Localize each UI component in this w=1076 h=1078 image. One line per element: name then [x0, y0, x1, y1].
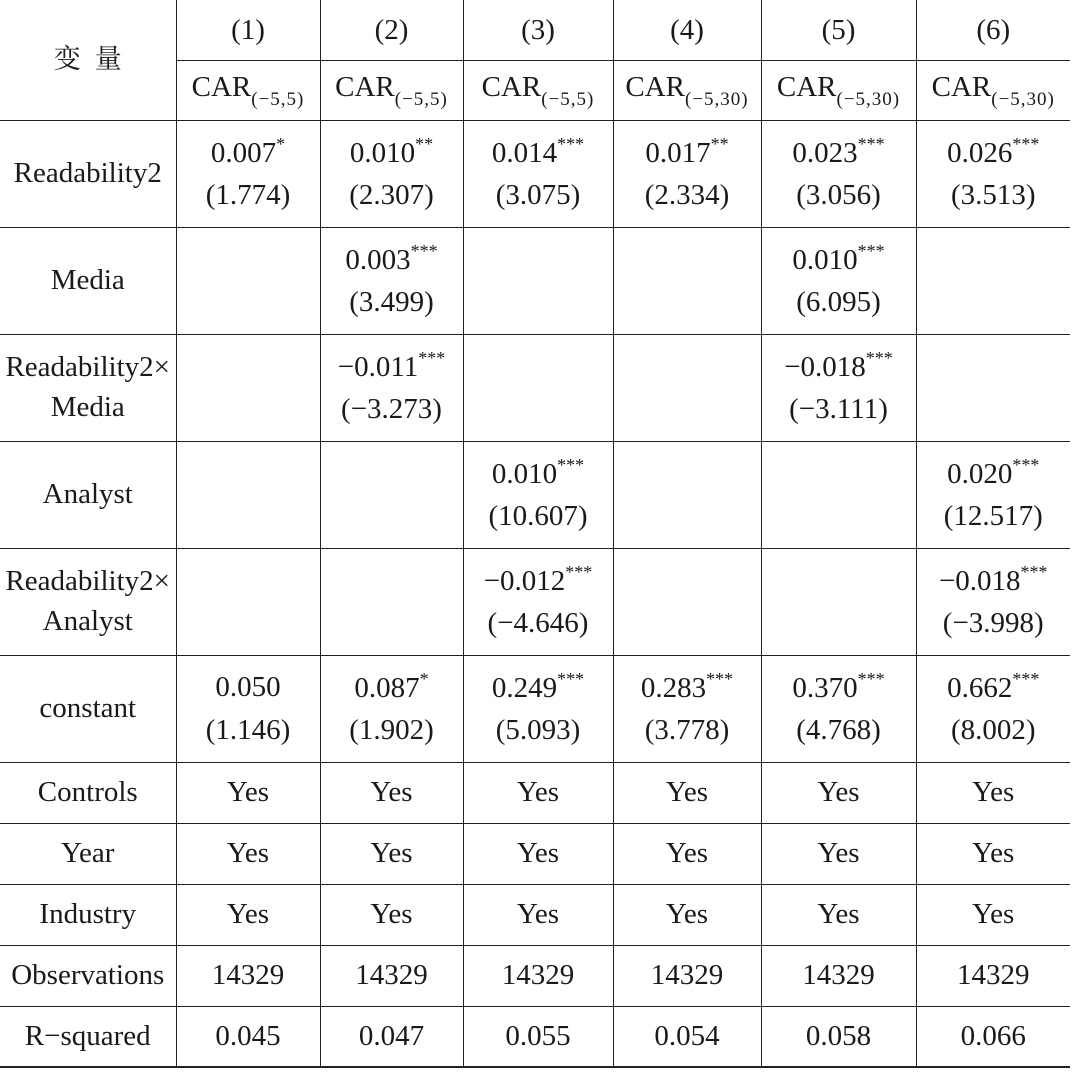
footer-cell: 0.058 [761, 1006, 916, 1067]
coefficient-cell [761, 334, 916, 441]
coefficient-value: 0.662 [947, 671, 1013, 704]
coefficient [177, 666, 320, 708]
coefficient-cell [761, 655, 916, 762]
coefficient [762, 666, 916, 709]
coefficient [464, 559, 613, 602]
coefficient [762, 131, 916, 174]
coefficient-cell [761, 227, 916, 334]
coefficient-row [0, 227, 1070, 334]
footer-row-label: R−squared [0, 1006, 176, 1067]
significance-stars: *** [557, 668, 585, 689]
footer-cell: Yes [463, 884, 613, 945]
row-label [0, 548, 176, 655]
row-label [0, 227, 176, 334]
coefficient [762, 238, 916, 281]
significance-stars: *** [1020, 561, 1048, 582]
footer-row-label: Year [0, 823, 176, 884]
footer-cell: 14329 [613, 945, 761, 1006]
coefficient [321, 238, 463, 281]
row-label-text: constant [39, 691, 137, 724]
coefficient-cell [320, 334, 463, 441]
significance-stars: *** [1012, 454, 1040, 475]
column-number-3 [463, 0, 613, 60]
coefficient [917, 559, 1071, 602]
footer-row-label: Observations [0, 945, 176, 1006]
dependent-variable-6 [916, 60, 1070, 120]
coefficient-cell [320, 655, 463, 762]
t-statistic: (3.075) [495, 179, 581, 211]
footer-cell: Yes [320, 884, 463, 945]
coefficient-value: 0.249 [491, 671, 558, 704]
footer-row [0, 945, 1070, 1006]
coefficient-cell [463, 655, 613, 762]
coefficient-cell [916, 548, 1070, 655]
footer-row [0, 762, 1070, 823]
t-statistic: (−3.998) [942, 607, 1044, 639]
t-statistic: (1.146) [205, 713, 291, 746]
coefficient [614, 131, 761, 174]
t-statistic: (−3.111) [789, 393, 888, 425]
footer-cell: Yes [463, 762, 613, 823]
coefficient-value: 0.017 [645, 136, 711, 169]
dependent-variable-name: CAR [776, 71, 837, 104]
footer-cell: Yes [761, 762, 916, 823]
significance-stars: *** [857, 240, 885, 261]
significance-stars: *** [857, 668, 885, 689]
footer-row [0, 823, 1070, 884]
footer-cell: Yes [613, 884, 761, 945]
row-label-text: Analyst [42, 604, 133, 637]
coefficient-row [0, 120, 1070, 227]
footer-cell: Yes [176, 884, 320, 945]
coefficient-row [0, 441, 1070, 548]
footer-cell: Yes [176, 762, 320, 823]
footer-cell: Yes [176, 823, 320, 884]
t-statistic: (6.095) [796, 286, 881, 318]
footer-cell: Yes [761, 823, 916, 884]
coefficient-cell [613, 120, 761, 227]
column-number-1 [176, 0, 320, 60]
event-window: (−5,5) [394, 89, 448, 111]
footer-cell: Yes [320, 762, 463, 823]
column-number-label: (2) [374, 13, 409, 46]
coefficient-value: −0.011 [337, 350, 419, 383]
event-window: (−5,30) [836, 89, 901, 111]
coefficient-cell [761, 120, 916, 227]
coefficient-value: −0.018 [938, 564, 1021, 597]
footer-cell: Yes [916, 823, 1070, 884]
footer-cell: Yes [916, 884, 1070, 945]
coefficient-cell [176, 334, 320, 441]
coefficient-value: −0.012 [483, 564, 566, 597]
footer-row-label: Controls [0, 762, 176, 823]
footer-cell: Yes [761, 884, 916, 945]
coefficient [321, 666, 463, 709]
coefficient-row [0, 655, 1070, 762]
column-number-5 [761, 0, 916, 60]
coefficient-cell [463, 120, 613, 227]
column-number-2 [320, 0, 463, 60]
coefficient-value: 0.370 [792, 671, 858, 704]
coefficient-cell [463, 227, 613, 334]
dependent-variable-2 [320, 60, 463, 120]
footer-cell: 0.055 [463, 1006, 613, 1067]
coefficient-value: 0.050 [215, 671, 281, 704]
footer-cell: Yes [916, 762, 1070, 823]
dependent-variable-4 [613, 60, 761, 120]
footer-row [0, 884, 1070, 945]
row-label-text: Readability2× [5, 351, 171, 384]
t-statistic: (3.056) [796, 179, 881, 211]
coefficient-value: 0.014 [491, 136, 558, 169]
dependent-variable-1 [176, 60, 320, 120]
coefficient-value: 0.283 [640, 671, 707, 704]
t-statistic: (3.499) [349, 286, 434, 318]
event-window: (−5,5) [541, 89, 595, 111]
footer-cell: 0.054 [613, 1006, 761, 1067]
significance-stars: *** [418, 347, 446, 368]
coefficient-cell [176, 441, 320, 548]
coefficient-value: −0.018 [784, 350, 866, 383]
coefficient-cell [463, 441, 613, 548]
coefficient-value: 0.020 [947, 457, 1013, 490]
coefficient-value: 0.087 [354, 671, 420, 704]
footer-cell: 14329 [320, 945, 463, 1006]
header-row-numbers [0, 0, 1070, 60]
footer-cell: 14329 [916, 945, 1070, 1006]
row-label-text: Analyst [42, 477, 133, 510]
t-statistic: (10.607) [488, 500, 588, 532]
coefficient-cell [320, 548, 463, 655]
significance-stars: *** [410, 240, 438, 261]
coefficient [762, 345, 916, 388]
significance-stars: *** [706, 668, 734, 689]
row-label-text: Readability2 [13, 156, 162, 189]
coefficient-cell [320, 120, 463, 227]
t-statistic: (2.307) [349, 179, 434, 211]
t-statistic: (12.517) [943, 500, 1043, 532]
event-window: (−5,30) [685, 89, 749, 111]
footer-row-label: Industry [0, 884, 176, 945]
column-number-6 [916, 0, 1070, 60]
footer-cell: Yes [463, 823, 613, 884]
t-statistic: (−3.273) [341, 393, 442, 425]
dependent-variable-5 [761, 60, 916, 120]
footer-cell: 14329 [176, 945, 320, 1006]
coefficient-value: 0.010 [349, 136, 416, 169]
footer-cell: 14329 [761, 945, 916, 1006]
event-window: (−5,5) [251, 89, 305, 111]
coefficient-cell [916, 120, 1070, 227]
significance-stars: *** [565, 561, 593, 582]
row-label [0, 441, 176, 548]
coefficient-cell [761, 441, 916, 548]
row-label [0, 334, 176, 441]
footer-cell: 0.066 [916, 1006, 1070, 1067]
significance-stars: * [276, 133, 286, 154]
t-statistic: (5.093) [495, 714, 581, 746]
coefficient-cell [176, 120, 320, 227]
dependent-variable-name: CAR [931, 71, 992, 104]
significance-stars: *** [865, 347, 893, 368]
coefficient-cell [613, 548, 761, 655]
row-label-text: Media [50, 263, 125, 296]
footer-cell: Yes [613, 823, 761, 884]
coefficient-value: 0.023 [792, 136, 858, 169]
coefficient-cell [463, 334, 613, 441]
t-statistic: (1.902) [349, 714, 434, 746]
t-statistic: (−4.646) [487, 607, 589, 639]
coefficient-cell [320, 441, 463, 548]
coefficient-value: 0.026 [947, 136, 1013, 169]
footer-cell: 14329 [463, 945, 613, 1006]
dependent-variable-name: CAR [625, 71, 685, 104]
coefficient [917, 666, 1071, 709]
row-label [0, 655, 176, 762]
column-number-label: (4) [670, 13, 704, 46]
coefficient-cell [176, 548, 320, 655]
t-statistic: (3.778) [644, 714, 730, 746]
coefficient [464, 452, 613, 495]
significance-stars: ** [710, 133, 729, 154]
coefficient-cell [613, 655, 761, 762]
coefficient-row [0, 334, 1070, 441]
significance-stars: *** [1012, 133, 1040, 154]
significance-stars: *** [557, 454, 585, 475]
significance-stars: *** [1012, 668, 1040, 689]
row-label-text: Readability2× [5, 565, 171, 598]
coefficient-value: 0.003 [345, 243, 411, 276]
column-number-label: (5) [821, 13, 856, 46]
footer-row [0, 1006, 1070, 1067]
coefficient-value: 0.010 [792, 243, 858, 276]
coefficient-cell [613, 441, 761, 548]
coefficient-cell [320, 227, 463, 334]
t-statistic: (1.774) [205, 179, 291, 211]
coefficient [917, 131, 1071, 174]
significance-stars: *** [857, 133, 885, 154]
coefficient-cell [916, 655, 1070, 762]
footer-cell: 0.047 [320, 1006, 463, 1067]
coefficient [614, 666, 761, 709]
coefficient-cell [463, 548, 613, 655]
variable-header: 变量 [0, 0, 176, 120]
row-label [0, 120, 176, 227]
row-label-text: Media [50, 390, 125, 423]
column-number-label: (6) [976, 13, 1011, 46]
coefficient-row [0, 548, 1070, 655]
t-statistic: (8.002) [950, 714, 1036, 746]
dependent-variable-name: CAR [335, 71, 395, 104]
dependent-variable-name: CAR [191, 71, 252, 104]
coefficient-value: 0.007 [210, 136, 277, 169]
coefficient-cell [916, 334, 1070, 441]
coefficient [321, 131, 463, 174]
t-statistic: (3.513) [950, 179, 1036, 211]
coefficient-cell [176, 227, 320, 334]
significance-stars: *** [557, 133, 585, 154]
coefficient [464, 131, 613, 174]
column-number-label: (3) [521, 13, 555, 46]
coefficient-cell [613, 227, 761, 334]
coefficient [464, 666, 613, 709]
footer-cell: 0.045 [176, 1006, 320, 1067]
coefficient-cell [613, 334, 761, 441]
footer-cell: Yes [320, 823, 463, 884]
t-statistic: (2.334) [644, 179, 730, 211]
significance-stars: ** [415, 133, 434, 154]
coefficient-cell [916, 441, 1070, 548]
dependent-variable-3 [463, 60, 613, 120]
coefficient-value: 0.010 [491, 457, 558, 490]
coefficient-cell [761, 548, 916, 655]
column-number-4 [613, 0, 761, 60]
coefficient [917, 452, 1071, 495]
coefficient [321, 345, 463, 388]
dependent-variable-name: CAR [481, 71, 542, 104]
column-number-label: (1) [231, 13, 265, 46]
footer-cell: Yes [613, 762, 761, 823]
t-statistic: (4.768) [796, 714, 881, 746]
coefficient [177, 131, 320, 174]
event-window: (−5,30) [991, 89, 1055, 111]
coefficient-cell [176, 655, 320, 762]
coefficient-cell [916, 227, 1070, 334]
significance-stars: * [419, 668, 429, 689]
